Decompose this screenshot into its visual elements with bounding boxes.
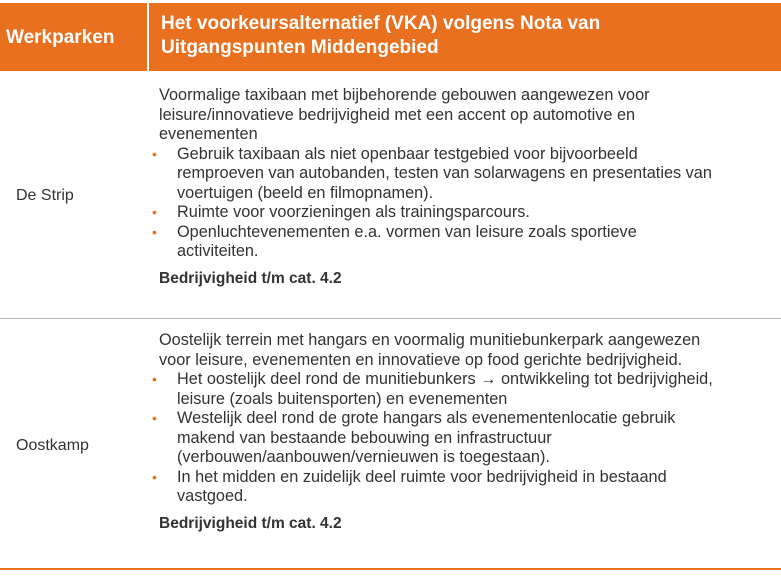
table-row-de-strip [0,71,781,319]
bullet-line: Westelijk deel rond de grote hangars als evenementenlocatie gebruik [177,409,676,427]
row-name: De Strip [16,187,74,204]
bullet-dot-icon: • [152,145,157,162]
bullet-line: voertuigen (beeld en filmopnamen). [177,183,434,202]
header-vka-line-2: Uitgangspunten Middengebied [161,37,439,58]
bullet-list [152,144,775,262]
header-vka [147,3,781,71]
bullet-line: leisure (zoals buitensporten) en evenementen [177,389,508,408]
bullet-dot-icon: • [152,410,157,426]
bullet-line: Gebruik taxibaan als niet openbaar testgebied voor bijvoorbeeld [177,144,638,163]
bullet-item [152,144,775,204]
bullet-item [152,409,775,468]
bullet-line: remproeven van autobanden, testen van solarwagens en presentaties van [177,164,712,182]
bullet-line: activiteiten. [177,242,259,260]
bullet-line: Ruimte voor voorzieningen als trainingsparcours. [177,203,530,221]
intro-line: voor leisure, evenementen en innovatieve op food gerichte bedrijvigheid. [159,350,683,369]
bullet-dot-icon: • [152,223,157,240]
intro-line: Voormalige taxibaan met bijbehorende gebouwen aangewezen voor [159,86,650,104]
bullet-item [152,370,775,409]
row-name: Oostkamp [16,437,89,454]
bullet-dot-icon: • [152,468,157,485]
row-description [152,86,775,288]
bullet-line: In het midden en zuidelijk deel ruimte voor bedrijvigheid in bestaand [177,467,667,486]
bullet-line: (verbouwen/aanbouwen/vernieuwen is toegestaan). [177,448,550,466]
bullet-item [152,222,775,262]
row-description [152,331,775,533]
bullet-dot-icon: • [152,204,157,220]
table-header [0,3,781,71]
bullet-line: Openluchtevenementen e.a. vormen van leisure zoals sportieve [177,222,637,241]
bullet-item [152,203,775,223]
table-row-oostkamp [0,319,781,570]
intro-line: evenementen [159,125,258,143]
category-footer: Bedrijvigheid t/m cat. 4.2 [159,514,342,532]
bullet-item [152,467,775,507]
category-footer: Bedrijvigheid t/m cat. 4.2 [159,269,342,287]
intro-line: leisure/innovatieve bedrijvigheid met een accent op automotive en [159,105,636,124]
intro-line: Oostelijk terrein met hangars en voormalig munitiebunkerpark aangewezen [159,331,701,349]
header-werkparken [0,3,146,71]
intro-paragraph [159,86,775,145]
intro-paragraph [159,331,775,370]
bullet-list [152,370,775,507]
header-werkparken-label: Werkparken [6,27,115,48]
bullet-line: Het oostelijk deel rond de munitiebunkers → ontwikkeling tot bedrijvigheid, [177,370,713,388]
bullet-line: makend van bestaande bebouwing en infrastructuur [177,428,552,447]
bullet-line: vastgoed. [177,487,248,505]
header-vka-line-1: Het voorkeursalternatief (VKA) volgens Nota van [161,13,601,34]
bullet-dot-icon: • [152,371,157,387]
